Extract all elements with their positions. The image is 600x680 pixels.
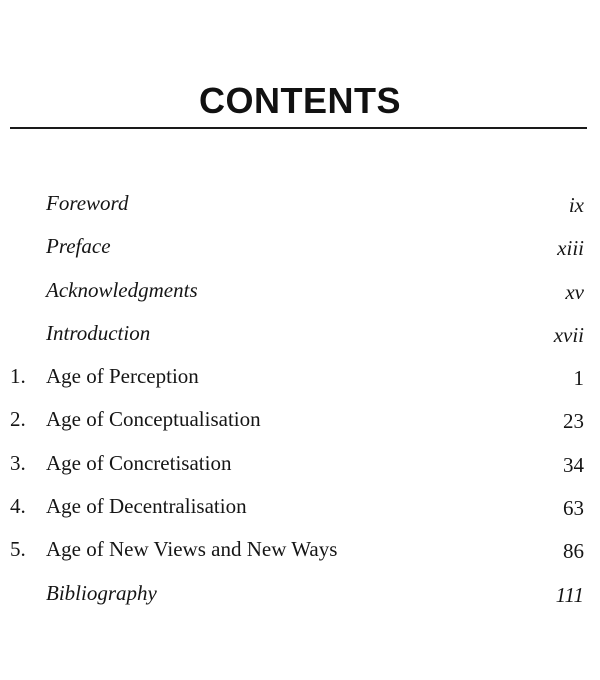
toc-entry-chapter-5[interactable]	[0, 530, 600, 573]
entry-page: 111	[555, 582, 584, 607]
toc-entry-chapter-4[interactable]	[0, 487, 600, 530]
entry-page: 86	[563, 539, 584, 564]
toc-entry-chapter-1[interactable]	[0, 357, 600, 400]
toc-entry-chapter-3[interactable]	[0, 444, 600, 487]
title-underline	[10, 127, 587, 129]
entry-title: Acknowledgments	[46, 277, 198, 302]
toc-entry-acknowledgments[interactable]	[0, 271, 600, 314]
entry-number: 5.	[10, 537, 26, 562]
entry-number: 4.	[10, 494, 26, 519]
entry-page: xvii	[553, 322, 584, 347]
entry-number: 3.	[10, 450, 26, 475]
entry-title: Preface	[46, 234, 111, 259]
entry-title: Age of Concretisation	[46, 450, 232, 475]
entry-title: Age of Perception	[46, 364, 199, 389]
entry-title: Bibliography	[46, 580, 157, 605]
entry-title: Introduction	[46, 320, 151, 345]
entry-title: Age of Decentralisation	[46, 494, 247, 519]
entry-page: 1	[573, 366, 584, 391]
toc-entry-foreword[interactable]	[0, 184, 600, 227]
entry-page: 63	[563, 496, 584, 521]
entry-page: ix	[568, 193, 584, 217]
entry-number: 2.	[10, 407, 26, 432]
toc-entry-introduction[interactable]	[0, 314, 600, 357]
toc-entry-preface[interactable]	[0, 227, 600, 270]
entry-page: xiii	[557, 236, 584, 261]
toc-entry-chapter-2[interactable]	[0, 400, 600, 443]
toc-entry-bibliography[interactable]	[0, 574, 600, 617]
table-of-contents	[0, 184, 600, 617]
entry-page: 23	[563, 409, 584, 434]
entry-number: 1.	[10, 364, 26, 389]
entry-title: Foreword	[46, 191, 129, 215]
entry-title: Age of New Views and New Ways	[46, 537, 338, 562]
entry-title: Age of Conceptualisation	[46, 407, 261, 432]
entry-page: 34	[563, 452, 584, 477]
page-title: CONTENTS	[199, 80, 401, 121]
entry-page: xv	[565, 279, 584, 304]
